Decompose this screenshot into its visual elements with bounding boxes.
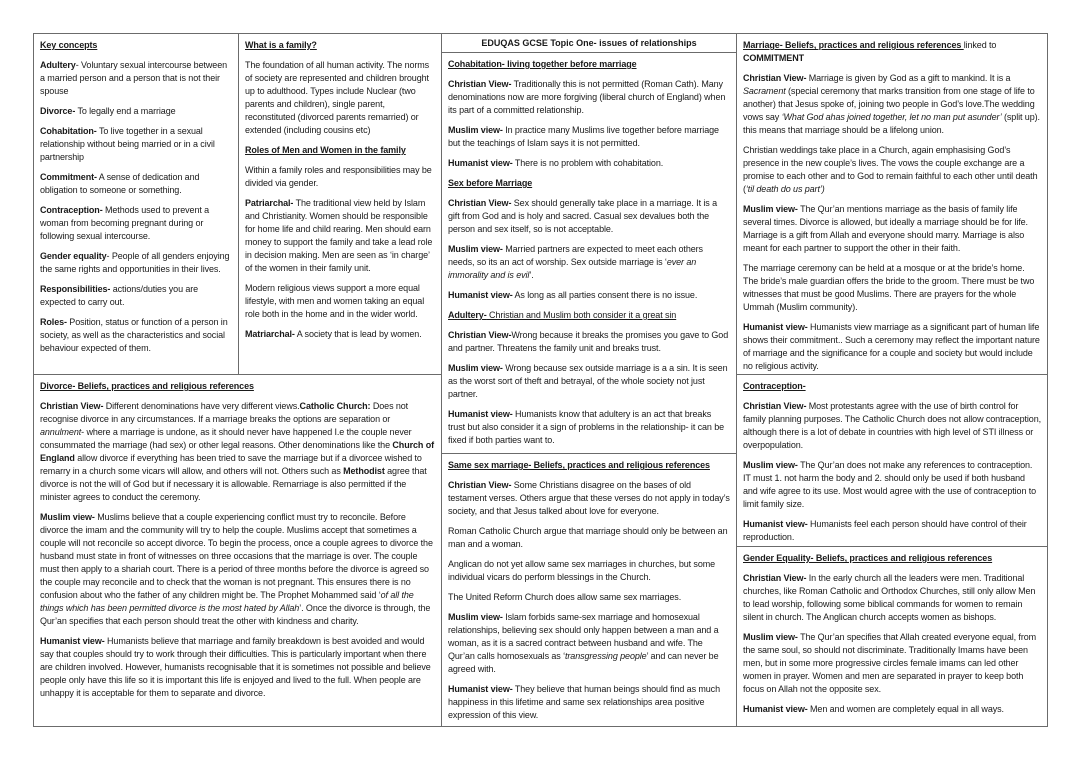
label: Patriarchal- (245, 198, 294, 208)
paragraph (448, 243, 730, 282)
key-concepts-section (33, 33, 239, 375)
gender-equality-section (736, 546, 1048, 727)
text: ’. (529, 270, 534, 280)
text: Wrong because it breaks the promises you gave to God and partner. Threatens the family unit and breaks trust. (448, 330, 729, 353)
text: (special ceremony that marks transition from one stage of life to another) that Jesus spoke of, joining two people in God’s love.The wedding vows say (743, 86, 1035, 122)
text: The traditional view held by Islam and Christianity. Women should be responsible for home life and child rearing. Men should earn money to support the family and take a lead role in decision making. Men are seen as ‘in charge’ of the women in their family unit. (245, 198, 433, 273)
label: Humanist view- (448, 684, 513, 694)
text: (split up). this means that marriage should be a lifelong union. (743, 112, 1040, 135)
paragraph (448, 177, 730, 190)
paragraph (245, 197, 435, 275)
text: A society that is lead by women. (294, 329, 422, 339)
paragraph (40, 635, 435, 700)
paragraph (40, 59, 232, 98)
section-heading (743, 380, 1041, 393)
paragraph (448, 329, 730, 355)
label: Christian View- (448, 330, 512, 340)
text: linked to (963, 40, 997, 50)
paragraph (40, 283, 232, 309)
paragraph (743, 572, 1041, 624)
text: ’. Once the divorce is through, the Qur’an specifies that each person should treat the other with kindness and charity. (40, 603, 431, 626)
label: Humanist view- (40, 636, 105, 646)
text: ’ and can never be agreed with. (448, 651, 719, 674)
contraception-section (736, 374, 1048, 547)
paragraph (448, 362, 730, 401)
label: Muslim view- (743, 460, 798, 470)
text: The Qur’an mentions marriage as the basis of family life several times. Divorce is allowed, but ideally a marriage should be for life. Marriage is a gift from Allah and everyone should marry. Marriage is also meant for each partner to support the other in their faith. (743, 204, 1028, 253)
relationships-section (441, 52, 737, 454)
label: COMMITMENT (743, 53, 804, 63)
text: Adultery- (448, 310, 487, 320)
label: Christian View- (40, 401, 104, 411)
label: Muslim view- (448, 612, 503, 622)
paragraph (448, 591, 730, 604)
paragraph (245, 282, 435, 321)
text: Contraception- (743, 381, 806, 391)
paragraph (743, 262, 1041, 314)
text: Sacrament (743, 86, 786, 96)
paragraph (743, 518, 1041, 544)
text: Methods used to prevent a woman from becoming pregnant during or following sexual intercourse. (40, 205, 210, 241)
label: Contraception- (40, 205, 103, 215)
text: Same sex marriage- Beliefs, practices and religious references (448, 460, 710, 470)
paragraph (448, 124, 730, 150)
label: Humanist view- (448, 409, 513, 419)
text: Position, status or function of a person in society, as well as the characteristics and social behaviour expected of them. (40, 317, 228, 353)
text: Marriage- Beliefs, practices and religious references (743, 40, 964, 50)
label: Humanist view- (743, 322, 808, 332)
paragraph (743, 203, 1041, 255)
paragraph (448, 157, 730, 170)
label: Humanist view- (743, 519, 808, 529)
paragraph (448, 558, 730, 584)
paragraph (743, 144, 1041, 196)
label: Matriarchal- (245, 329, 295, 339)
paragraph (40, 511, 435, 628)
label: Muslim view- (40, 512, 95, 522)
text: Sex before Marriage (448, 178, 533, 188)
family-section (238, 33, 442, 375)
text: agree that divorce is not the will of God but if necessary it is allowable. Remarriage is also permitted if the minister agrees to conduct the ceremony. (40, 466, 427, 502)
text: Humanists know that adultery is an act that breaks trust but also consider it a sign of problems in the relationship- it can be fixed if both parties want to. (448, 409, 725, 445)
section-heading (743, 39, 1041, 65)
text: Wrong because sex outside marriage is a a sin. It is seen as the worst sort of theft and betrayal, of the whole society not just partner. (448, 363, 728, 399)
text: ever an immorality and is evil (448, 257, 697, 280)
text: Marriage is given by God as a gift to mankind. It is a (806, 73, 1011, 83)
text: The Qur’an specifies that Allah created everyone equal, from the same soul, so should not discriminate. Traditionally Imams have been men, but in some more progressive circles female imams can led other women in prayer. Women and men are separated in prayer to keep both focus on Allah not the opposite sex. (743, 632, 1037, 694)
paragraph (448, 611, 730, 676)
label: Cohabitation- (40, 126, 97, 136)
paragraph (743, 703, 1041, 716)
text: They believe that human beings should find as much happiness in this lifetime and same sex relationships area positive expression of this view. (448, 684, 720, 720)
text: A sense of dedication and obligation to someone or something. (40, 172, 200, 195)
paragraph (245, 164, 435, 190)
text: Islam forbids same-sex marriage and homosexual relationships, believing sex should only happen between a man and a woman, as it is a sacred contract between husband and wife. The Qur’an calls homosexuals as ‘ (448, 612, 719, 661)
text: Roman Catholic Church argue that marriage should only be between an man and a woman. (448, 526, 728, 549)
divorce-section (33, 374, 442, 727)
label: Divorce- (40, 106, 76, 116)
label: Christian View- (448, 198, 512, 208)
label: Christian View- (448, 79, 512, 89)
label: Gender equality (40, 251, 107, 261)
paragraph (40, 204, 232, 243)
text: The foundation of all human activity. The norms of society are represented and children brought up to adulthood. Types include Nuclear (two parents and children), single parent, reconstituted (divorced parents remarried) or extended (including cousins etc) (245, 60, 430, 135)
paragraph (743, 321, 1041, 373)
paragraph (40, 400, 435, 504)
paragraph (743, 459, 1041, 511)
text: - People of all genders enjoying the same rights and opportunities in their lives. (40, 251, 230, 274)
paragraph (448, 408, 730, 447)
label: Humanist view- (743, 704, 808, 714)
label: Church of England (40, 440, 434, 463)
text: Most protestants agree with the use of birth control for family planning purposes. The Catholic Church does not allow contraception, although there is a lot of debate in countries with high level of STI illness or overpopulation. (743, 401, 1042, 450)
paragraph (448, 197, 730, 236)
text: Modern religious views support a more equal lifestyle, with men and women taking an equal role both in the home and in the wider world. (245, 283, 425, 319)
text: allow divorce if everything has been tried to save the marriage but if a divorcee wished to remarry in a church some vicars will allow, and others will not. Others such as (40, 453, 422, 476)
paragraph (40, 125, 232, 164)
paragraph (448, 289, 730, 302)
text: The marriage ceremony can be held at a mosque or at the bride’s home. The bride’s male guardian offers the bride to the groom. There must be two witnesses that must be good Muslims. There are prayers for the whole Ummah (Muslim community). (743, 263, 1035, 312)
text: Gender Equality- Beliefs, practices and religious references (743, 553, 993, 563)
text: To live together in a sexual relationship without being married or in a civil partnership (40, 126, 215, 162)
text: - where a marriage is undone, as it should never have happened I.e the couple never consummated the marriage (had sex) or other legal reasons. Other denominations like the (40, 427, 412, 450)
paragraph (448, 525, 730, 551)
text: To legally end a marriage (75, 106, 176, 116)
paragraph (448, 683, 730, 722)
paragraph (743, 72, 1041, 137)
text: Humanists view marriage as a significant part of human life shows their commitment.. Such a ceremony may reflect the important nature of marriage and the significance for a couple and society but would include no religious activity. (743, 322, 1040, 371)
text: The United Reform Church does allow same sex marriages. (448, 592, 682, 602)
text: ‘What God ahas joined together, let no man put asunder’ (781, 112, 1002, 122)
page-title: EDUQAS GCSE Topic One- issues of relationships (441, 33, 737, 53)
paragraph (40, 171, 232, 197)
text: Humanists feel each person should have control of their reproduction. (743, 519, 1027, 542)
text: Roles of Men and Women in the family (245, 145, 406, 155)
paragraph (448, 479, 730, 518)
text: Christian weddings take place in a Church, again emphasising God’s presence in the new couple’s lives. The vows the couple exchange are a promise to each other and to God to remain faithful to each other until death ( (743, 145, 1038, 194)
section-heading (40, 380, 435, 393)
paragraph (448, 309, 730, 322)
text: Within a family roles and responsibilities may be divided via gender. (245, 165, 432, 188)
text: In practice many Muslims live together before marriage but the teachings of Islam says it is not permitted. (448, 125, 719, 148)
label: Catholic Church: (299, 401, 371, 411)
text: Does not recognise divorce in any circumstances. If a marriage breaks the options are separation or (40, 401, 409, 424)
label: Muslim view- (743, 204, 798, 214)
paragraph (40, 316, 232, 355)
label: Commitment- (40, 172, 97, 182)
text: Humanists believe that marriage and family breakdown is best avoided and would say that couples should try to work through their difficulties. This is particularly important when there are children involved. However, humanists recognisable that it is sometimes not possible and believe people only have this life so it is important this life is enjoyed and lived to the full. When people are unhappy it is acceptable for them to separate and divorce. (40, 636, 431, 698)
text: Married partners are expected to meet each others needs, so its an act of worship. Sex outside marriage is ‘ (448, 244, 703, 267)
label: Muslim view- (448, 363, 503, 373)
text: Traditionally this is not permitted (Roman Cath). Many denominations now are more forgiving (liberal church of England) when its part of a committed relationship. (448, 79, 726, 115)
text: annulment (40, 427, 82, 437)
text: Key concepts (40, 40, 98, 50)
text: Some Christians disagree on the bases of old testament verses. Others argue that these verses do not apply in today’s society, and that Jesus talked about love for everyone. (448, 480, 730, 516)
paragraph (245, 144, 435, 157)
text: Cohabitation- living together before marriage (448, 59, 637, 69)
text: In the early church all the leaders were men. Traditional churches, like Roman Catholic and Orthodox Churches, still only allow Men to lead worship, following some biblical commands for women to remain silent in church. The Anglican church accepts women as bishops. (743, 573, 1036, 622)
same-sex-marriage-section (441, 453, 737, 727)
label: Humanist view- (448, 290, 513, 300)
text: Sex should generally take place in a marriage. It is a gift from God and is holy and sacred. Casual sex devalues both the person and sex itself, so is not acceptable. (448, 198, 717, 234)
section-heading (448, 459, 730, 472)
label: Christian View- (743, 401, 807, 411)
label: Muslim view- (448, 125, 503, 135)
text: Christian and Muslim both consider it a great sin (486, 310, 677, 320)
paragraph (40, 105, 232, 118)
label: Muslim view- (743, 632, 798, 642)
paragraph (743, 631, 1041, 696)
text: What is a family? (245, 40, 317, 50)
paragraph (40, 250, 232, 276)
paragraph (245, 328, 435, 341)
text: of all the things which has been permitted divorce is the most hated by Allah (40, 590, 414, 613)
text: transgressing people (565, 651, 647, 661)
marriage-section (736, 33, 1048, 375)
text: Divorce- Beliefs, practices and religious references (40, 381, 254, 391)
text: There is no problem with cohabitation. (512, 158, 664, 168)
label: Muslim view- (448, 244, 503, 254)
label: Adultery (40, 60, 76, 70)
label: Methodist (343, 466, 385, 476)
text: The Qur’an does not make any references to contraception. IT must 1. not harm the body and 2. should only be used if both husband and wife agree to its use. Most would agree with the use of contraception to limit family size. (743, 460, 1037, 509)
section-heading (743, 552, 1041, 565)
text: Men and women are completely equal in all ways. (807, 704, 1004, 714)
label: Christian View- (743, 573, 807, 583)
label: Christian View- (448, 480, 512, 490)
text: actions/duties you are expected to carry out. (40, 284, 199, 307)
label: Roles- (40, 317, 67, 327)
text: - Voluntary sexual intercourse between a married person and a person that is not their spouse (40, 60, 228, 96)
text: As long as all parties consent there is no issue. (512, 290, 698, 300)
label: Christian View- (743, 73, 807, 83)
label: Responsibilities- (40, 284, 111, 294)
text: Muslims believe that a couple experiencing conflict must try to reconcile. Before divorce the imam and the community will try to help the couple. Muslims accept that sometimes a couple will not reconcile so accept divorce. To begin the process, once a couple agrees to divorce the husband must state in front of witnesses on three occasions that the marriage is over. The couple must then apply to a shariah court. There is a period of three months before the divorce is agreed so the couple may reconcile and to check that the woman is not pregnant. This ensures there is no confusion about who the father of any children might be. The Prophet Mohammed said ‘ (40, 512, 433, 600)
section-heading (448, 58, 730, 71)
paragraph (245, 59, 435, 137)
text: Anglican do not yet allow same sex marriages in churches, but some individual vicars do perform blessings in the Church. (448, 559, 716, 582)
text: Different denominations have very different views. (103, 401, 300, 411)
text: ‘til death do us part’) (745, 184, 825, 194)
section-heading (245, 39, 435, 52)
paragraph (448, 78, 730, 117)
label: Humanist view- (448, 158, 513, 168)
section-heading (40, 39, 232, 52)
paragraph (743, 400, 1041, 452)
